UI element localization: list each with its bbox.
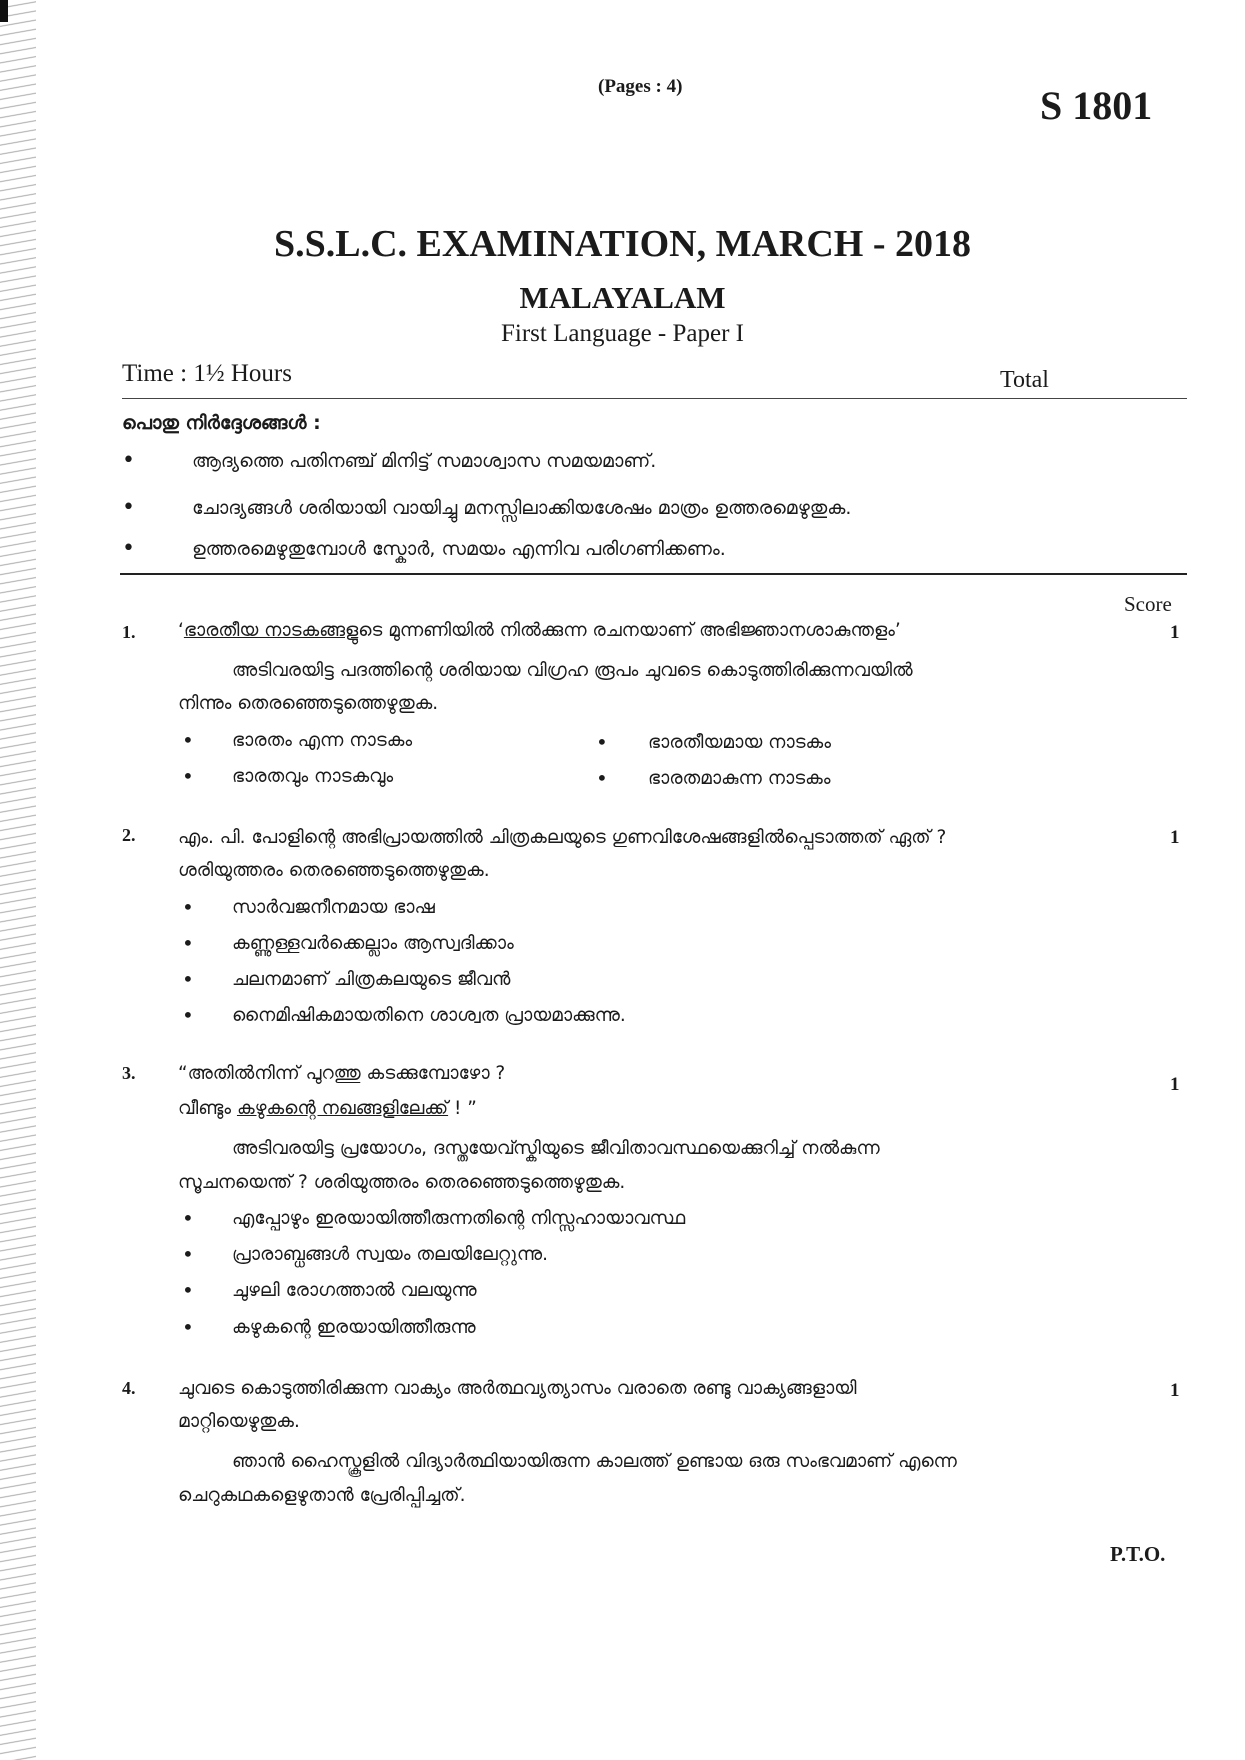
question-3-quote-cont: വീണ്ടും കഴുകന്റെ നഖങ്ങളിലേക്ക് ! ” xyxy=(178,1098,477,1119)
bullet-icon: • xyxy=(596,766,608,790)
page-count: (Pages : 4) xyxy=(598,76,683,97)
bullet-icon: • xyxy=(596,730,608,754)
question-score: 1 xyxy=(1170,827,1180,848)
question-number: 4. xyxy=(122,1378,136,1398)
question-1-instruction: അടിവരയിട്ട പദത്തിന്റെ ശരിയായ വിഗ്രഹ രൂപം ചുവടെ കൊടുത്തിരിക്കുന്നവയിൽ xyxy=(232,660,913,681)
question-4-text-cont: മാറ്റിയെഴുതുക. xyxy=(178,1411,300,1432)
bullet-icon: • xyxy=(182,764,194,788)
paper-code: S 1801 xyxy=(1040,83,1153,128)
option: സാർവജനീനമായ ഭാഷ xyxy=(232,897,435,918)
subject-title: MALAYALAM xyxy=(519,280,726,315)
bullet-icon: • xyxy=(122,495,135,520)
option: ഭാരതീയമായ നാടകം xyxy=(648,732,831,753)
bullet-icon: • xyxy=(182,1278,194,1302)
instructions-heading: പൊതു നിർദ്ദേശങ്ങൾ : xyxy=(122,412,321,434)
bullet-icon: • xyxy=(182,1242,194,1266)
paper-subtitle: First Language - Paper I xyxy=(501,320,744,347)
underlined-phrase: കഴുകന്റെ നഖങ്ങളിലേക്ക് xyxy=(236,1098,449,1119)
underlined-word: ഭാരതീയ നാടകങ്ങളു xyxy=(183,620,359,641)
question-4-sentence-cont: ചെറുകഥകളെഴുതാൻ പ്രേരിപ്പിച്ചത്. xyxy=(178,1485,466,1506)
question-2-text: എം. പി. പോളിന്റെ അഭിപ്രായത്തിൽ ചിത്രകലയുടെ ഗുണവിശേഷങ്ങളിൽപ്പെടാത്തത് ഏത് ? xyxy=(178,827,947,848)
question-2-instruction: ശരിയുത്തരം തെരഞ്ഞെടുത്തെഴുതുക. xyxy=(178,860,490,881)
question-3-instruction-cont: സൂചനയെന്ത് ? ശരിയുത്തരം തെരഞ്ഞെടുത്തെഴുതുക. xyxy=(178,1172,626,1193)
bullet-icon: • xyxy=(182,967,194,991)
question-score: 1 xyxy=(1170,1074,1180,1095)
option: എപ്പോഴും ഇരയായിത്തീരുന്നതിന്റെ നിസ്സഹായാവസ്ഥ xyxy=(232,1208,686,1229)
bullet-icon: • xyxy=(182,1206,194,1230)
option: കഴുകന്റെ ഇരയായിത്തീരുന്നു xyxy=(232,1317,476,1338)
question-3-quote: “അതിൽനിന്ന് പുറത്തു കടക്കുമ്പോഴോ ? xyxy=(178,1063,506,1084)
question-number: 1. xyxy=(122,622,136,642)
header-divider xyxy=(122,398,1187,399)
question-1-instruction-cont: നിന്നും തെരഞ്ഞെടുത്തെഴുതുക. xyxy=(178,693,439,714)
bullet-icon: • xyxy=(182,1003,194,1027)
binding-mark xyxy=(0,0,8,22)
option: ഭാരതവും നാടകവും xyxy=(232,766,394,787)
question-3-instruction: അടിവരയിട്ട പ്രയോഗം, ദസ്തയേവ്സ്കിയുടെ ജീവിതാവസ്ഥയെക്കുറിച്ച് നൽകുന്ന xyxy=(232,1138,880,1159)
bullet-icon: • xyxy=(182,728,194,752)
instructions-divider xyxy=(120,573,1187,575)
score-heading: Score xyxy=(1124,592,1172,616)
question-4-sentence: ഞാൻ ഹൈസ്കൂളിൽ വിദ്യാർത്ഥിയായിരുന്ന കാലത്ത് ഉണ്ടായ ഒരു സംഭവമാണ് എന്നെ xyxy=(232,1451,957,1472)
bullet-icon: • xyxy=(182,1315,194,1339)
bullet-icon: • xyxy=(182,931,194,955)
question-score: 1 xyxy=(1170,622,1180,643)
question-score: 1 xyxy=(1170,1380,1180,1401)
bullet-icon: • xyxy=(182,895,194,919)
question-number: 2. xyxy=(122,825,136,845)
exam-title: S.S.L.C. EXAMINATION, MARCH - 2018 xyxy=(273,223,972,265)
bullet-icon: • xyxy=(122,536,135,561)
question-1-text: ‘ഭാരതീയ നാടകങ്ങളുടെ മുന്നണിയിൽ നിൽക്കുന്ന രചനയാണ് അഭിജ്ഞാനശാകുന്തളം’ xyxy=(178,620,901,641)
total-label: Total xyxy=(1000,367,1049,393)
option: നൈമിഷികമായതിനെ ശാശ്വത പ്രായമാക്കുന്നു. xyxy=(232,1005,626,1026)
option: കണ്ണുള്ളവർക്കെല്ലാം ആസ്വദിക്കാം xyxy=(232,933,514,954)
bullet-icon: • xyxy=(122,448,135,473)
question-number: 3. xyxy=(122,1063,136,1083)
option: ചുഴലി രോഗത്താൽ വലയുന്നു xyxy=(232,1280,477,1301)
page-turn-over: P.T.O. xyxy=(1110,1542,1166,1566)
option: ചലനമാണ് ചിത്രകലയുടെ ജീവൻ xyxy=(232,969,511,990)
time-label: Time : 1½ Hours xyxy=(122,360,292,387)
option: ഭാരതം എന്ന നാടകം xyxy=(232,730,413,751)
question-4-text: ചുവടെ കൊടുത്തിരിക്കുന്ന വാക്യം അർത്ഥവ്യത്യാസം വരാതെ രണ്ടു വാക്യങ്ങളായി xyxy=(178,1378,857,1399)
option: പ്രാരാബ്ധങ്ങൾ സ്വയം തലയിലേറ്റുന്നു. xyxy=(232,1244,548,1265)
option: ഭാരതമാകുന്ന നാടകം xyxy=(648,768,831,789)
